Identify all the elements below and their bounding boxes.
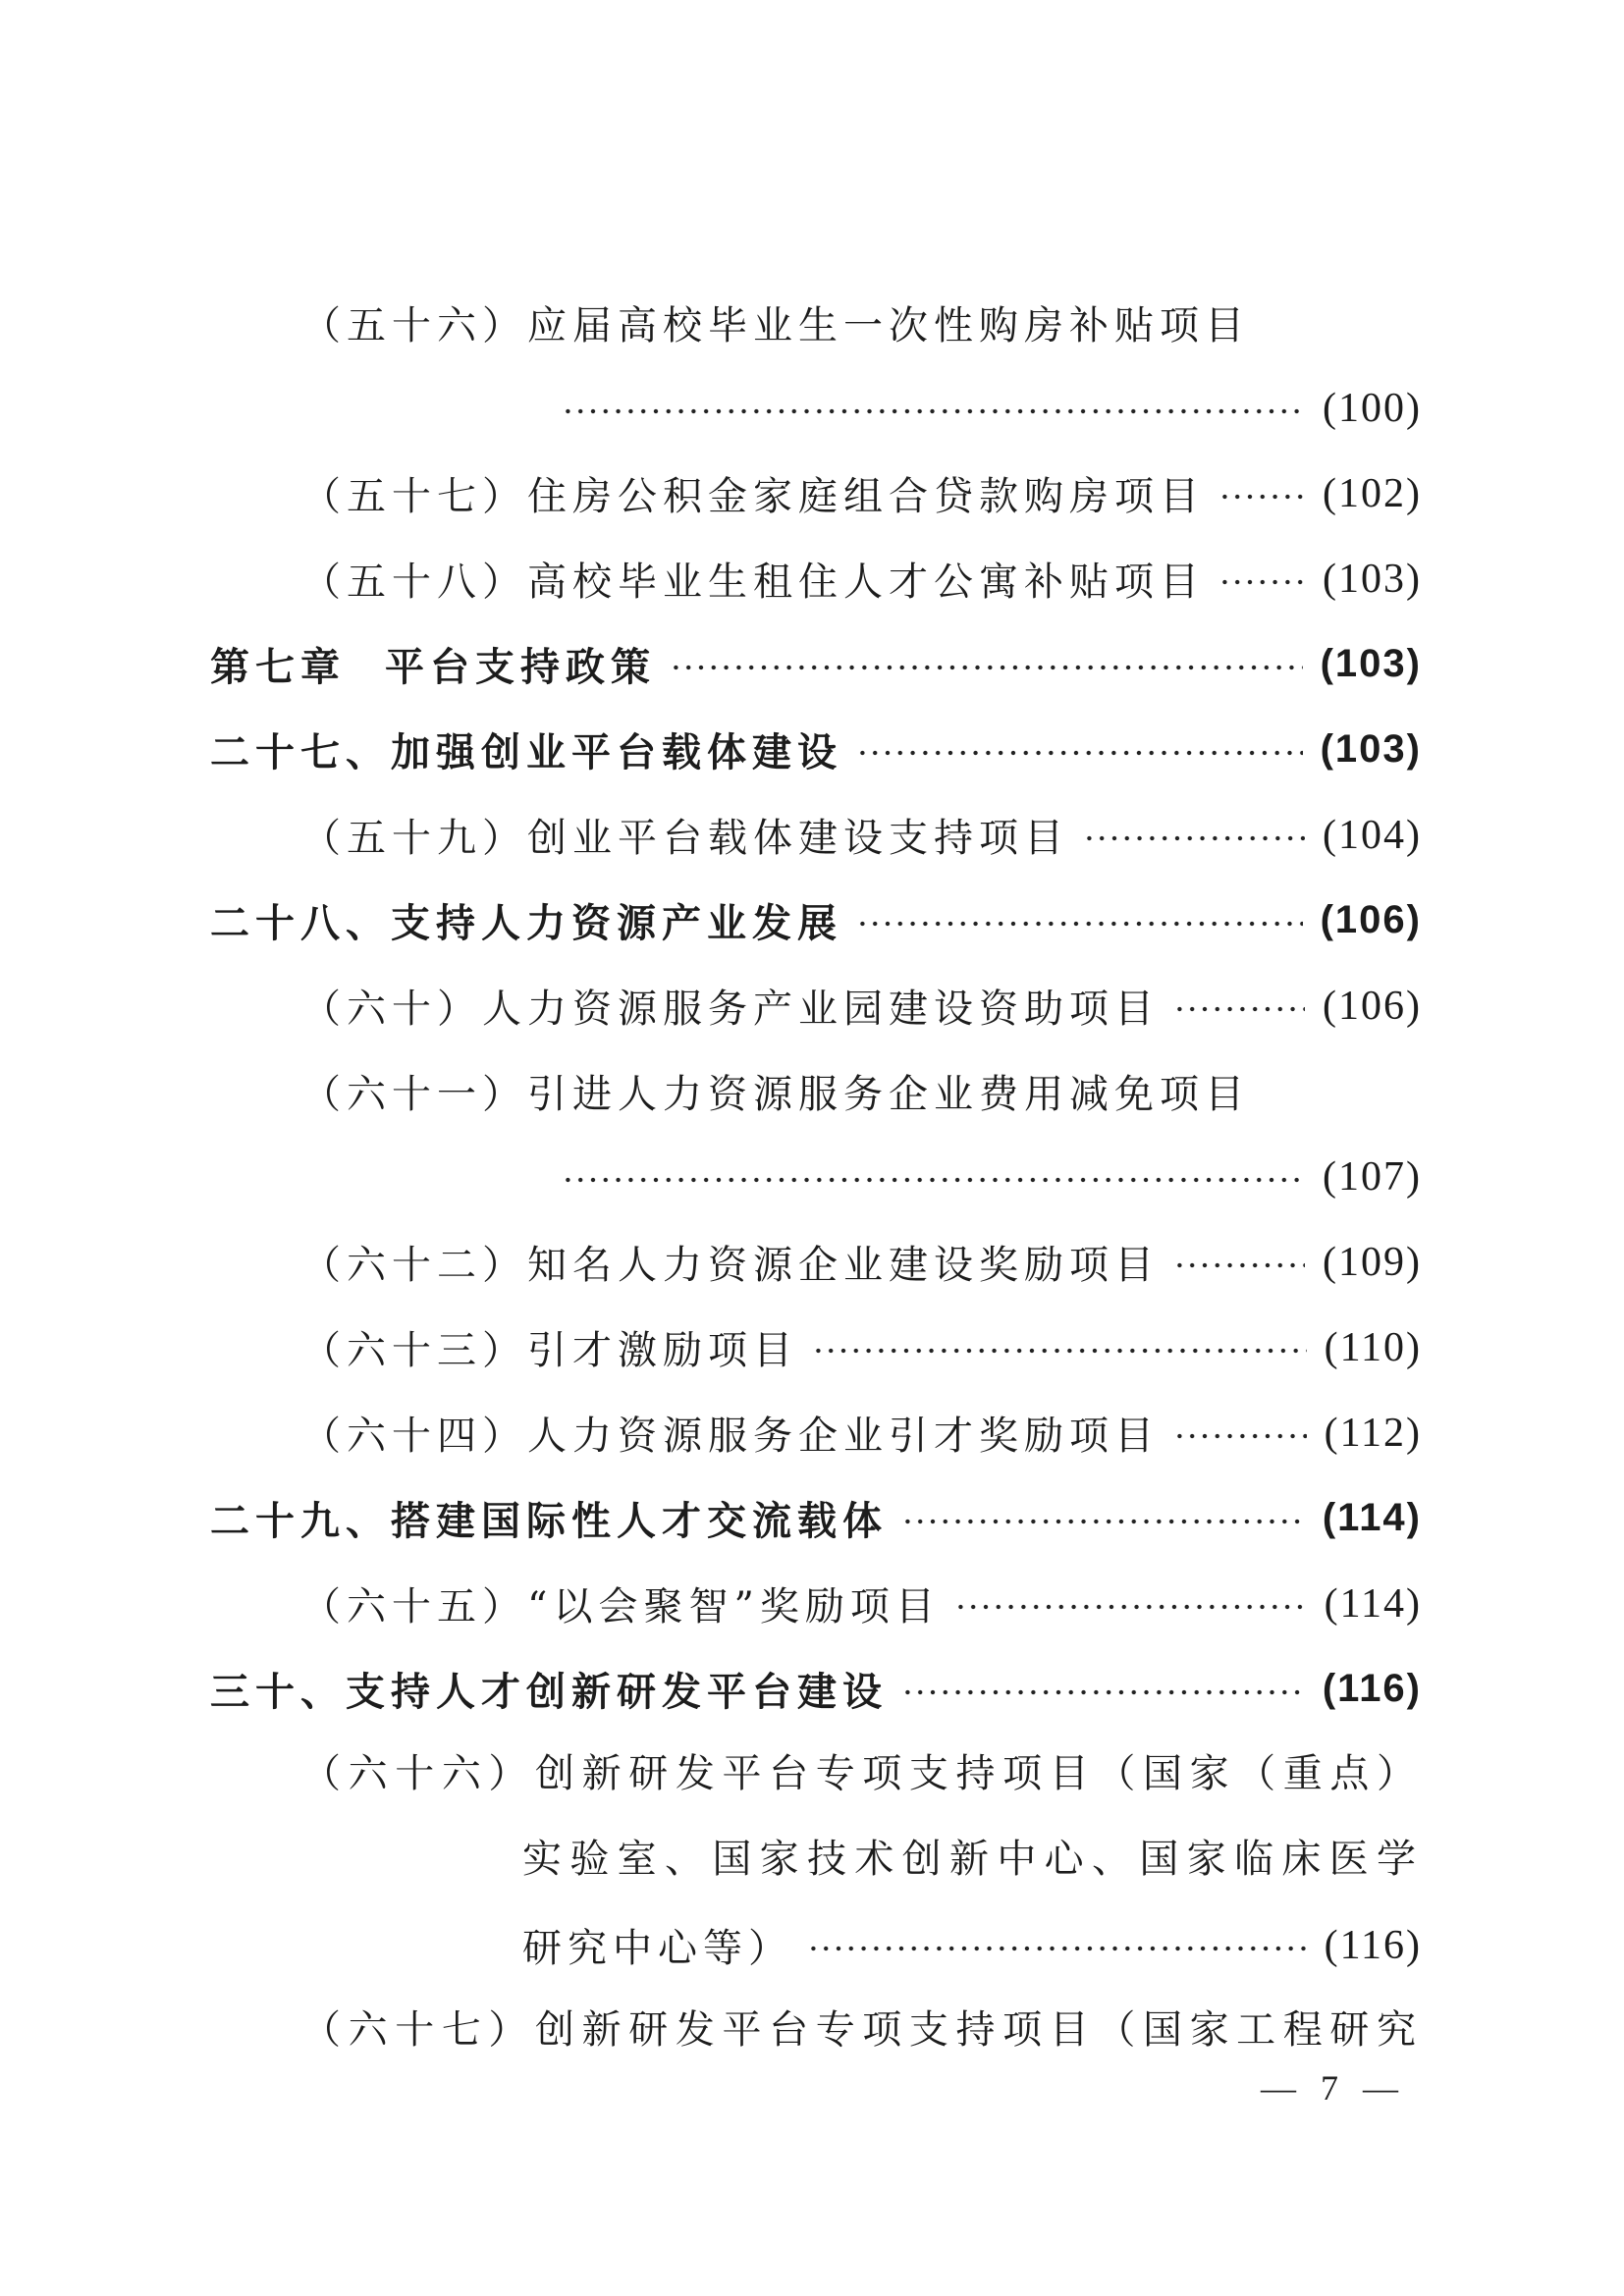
dot-leader: [901, 1686, 1305, 1698]
toc-section: [0, 1646, 1624, 1732]
toc-entry: [0, 451, 1624, 536]
toc-page-ref: (116): [1322, 1667, 1422, 1710]
toc-entry-number: （六十二）: [301, 1243, 527, 1288]
toc-entry-number: （五十八）: [301, 560, 527, 605]
toc-entry-title: 人力资源服务产业园建设资助项目: [482, 987, 1160, 1032]
dot-leader: [670, 662, 1303, 673]
toc-entry: [0, 1048, 1624, 1134]
toc-section: [0, 878, 1624, 963]
toc-section-title: 支持人才创新研发平台建设: [346, 1670, 888, 1715]
toc-page-ref: (104): [1323, 812, 1422, 858]
toc-entry-title-line: 创新研发平台专项支持项目（国家（重点）: [535, 1751, 1423, 1796]
toc-entry-title: 创业平台载体建设支持项目: [527, 816, 1069, 861]
toc-page-ref: (103): [1320, 642, 1422, 685]
toc-entry-title-line: 实验室、国家技术创新中心、国家临床医学: [522, 1837, 1422, 1882]
toc-entry-number: （六十五）: [301, 1584, 527, 1629]
toc-section-number: 二十九、: [210, 1499, 391, 1544]
toc-section-number: 三十、: [210, 1670, 346, 1715]
toc-entry-title: 人力资源服务企业引才奖励项目: [527, 1414, 1160, 1459]
toc-entry-number: （五十六）: [301, 303, 527, 348]
toc-page-ref: (110): [1324, 1324, 1422, 1370]
dot-leader: [562, 405, 1305, 417]
toc-entry-continuation: [0, 1817, 1624, 1902]
toc-entry: [0, 1561, 1624, 1646]
toc-page-ref: (100): [1323, 385, 1422, 431]
toc-entry-number: （六十三）: [301, 1328, 527, 1373]
toc-entry-title: 引才激励项目: [527, 1328, 798, 1373]
toc-entry-title: 引进人力资源服务企业费用减免项目: [527, 1072, 1250, 1117]
toc-entry-number: （六十七）: [301, 2007, 536, 2053]
page-number: — 7 —: [1261, 2068, 1406, 2108]
toc-page-ref: (106): [1320, 898, 1422, 941]
toc-entry-number: （六十一）: [301, 1072, 527, 1117]
toc-entry: [0, 1988, 1624, 2073]
dot-leader: [856, 918, 1303, 930]
toc-page-ref: (114): [1322, 1496, 1422, 1539]
toc-entry: [0, 1305, 1624, 1390]
toc-entry-title: 应届高校毕业生一次性购房补贴项目: [527, 303, 1250, 348]
toc-entry: [0, 1390, 1624, 1475]
toc-entry-title: 住房公积金家庭组合贷款购房项目: [527, 474, 1205, 519]
dot-leader: [562, 1174, 1305, 1186]
toc-page-ref: (103): [1320, 727, 1422, 771]
dot-leader: [901, 1516, 1305, 1527]
toc-entry-continuation: [0, 365, 1624, 451]
toc-entry-title: 创新研发平台专项支持项目（国家工程研究: [535, 2007, 1423, 2053]
toc-page-ref: (116): [1324, 1922, 1422, 1968]
toc-page-ref: (109): [1323, 1239, 1422, 1285]
toc-entry: [0, 536, 1624, 621]
dot-leader: [1083, 832, 1305, 844]
toc-entry-number: （五十七）: [301, 474, 527, 519]
toc-section: [0, 1475, 1624, 1561]
dot-leader: [1218, 576, 1305, 588]
toc-entry: [0, 280, 1624, 365]
toc-entry: [0, 1732, 1624, 1817]
dot-leader: [812, 1345, 1307, 1357]
toc-entry: [0, 792, 1624, 878]
toc-entry-title: 高校毕业生租住人才公寓补贴项目: [527, 560, 1205, 605]
toc-page-ref: (114): [1324, 1580, 1422, 1627]
dot-leader: [954, 1601, 1307, 1613]
dot-leader: [1173, 1259, 1305, 1271]
toc-chapter: [0, 621, 1624, 707]
toc-page-ref: (107): [1323, 1153, 1422, 1200]
toc-entry-number: （六十四）: [301, 1414, 527, 1459]
dot-leader: [856, 747, 1303, 759]
toc-page-ref: (103): [1323, 556, 1422, 602]
dot-leader: [1173, 1003, 1305, 1015]
toc-entry: [0, 963, 1624, 1048]
toc-page-ref: (106): [1323, 983, 1422, 1029]
dot-leader: [807, 1943, 1307, 1954]
toc-chapter-number: 第七章: [210, 645, 346, 690]
toc-entry-title: “以会聚智”奖励项目: [527, 1584, 941, 1629]
toc-entry-continuation: [0, 1902, 1624, 1988]
toc-section-title: 支持人力资源产业发展: [391, 901, 842, 946]
toc-section-title: 加强创业平台载体建设: [391, 730, 842, 775]
toc-section-number: 二十七、: [210, 730, 391, 775]
toc-entry-number: （六十）: [301, 987, 482, 1032]
table-of-contents: [0, 280, 1624, 2073]
toc-page-ref: (112): [1324, 1410, 1422, 1456]
dot-leader: [1218, 491, 1305, 503]
toc-section-title: 搭建国际性人才交流载体: [391, 1499, 888, 1544]
toc-entry: [0, 1219, 1624, 1305]
toc-page-ref: (102): [1323, 470, 1422, 516]
toc-section: [0, 707, 1624, 792]
toc-entry-number: （六十六）: [301, 1751, 536, 1796]
toc-entry-number: （五十九）: [301, 816, 527, 861]
dot-leader: [1173, 1430, 1307, 1442]
toc-section-number: 二十八、: [210, 901, 391, 946]
toc-entry-continuation: [0, 1134, 1624, 1219]
toc-chapter-title: 平台支持政策: [385, 645, 656, 690]
toc-entry-title: 知名人力资源企业建设奖励项目: [527, 1243, 1160, 1288]
toc-entry-title-line: 研究中心等）: [522, 1926, 793, 1971]
